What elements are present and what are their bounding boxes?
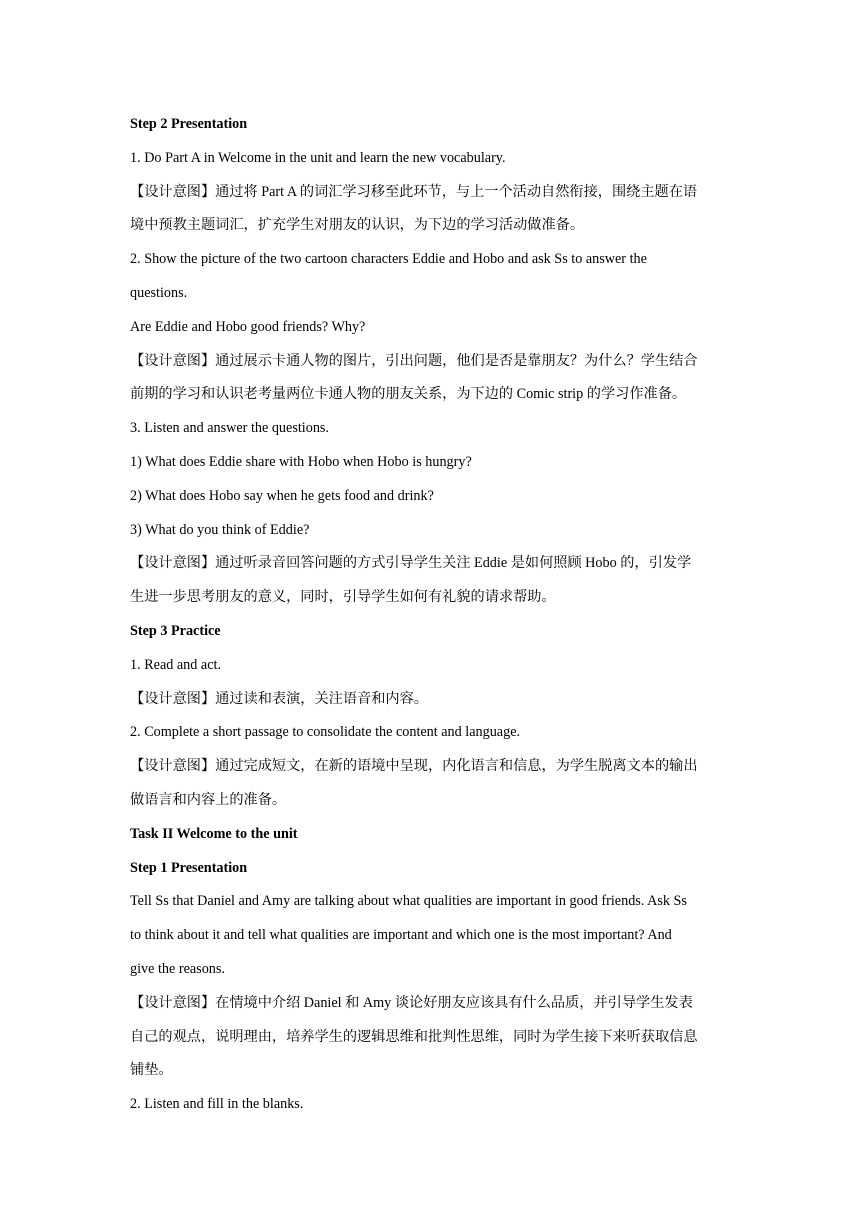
note-6-line-3: 铺垫。 [130, 1062, 173, 1079]
item-3: 3. Listen and answer the questions. [130, 420, 329, 437]
practice-2: 2. Complete a short passage to consolidate the content and language. [130, 724, 521, 741]
note-1-line-1: 【设计意图】通过将 Part A 的词汇学习移至此环节，与上一个活动自然衔接，围绕主题在语 [130, 183, 698, 200]
note-3-line-1: 【设计意图】通过听录音回答问题的方式引导学生关注 Eddie 是如何照顾 Hobo 的，引发学 [130, 555, 692, 572]
note-2-line-1: 【设计意图】通过展示卡通人物的图片，引出问题，他们是否是靠朋友？为什么？学生结合 [130, 352, 698, 369]
tell-line-2: to think about it and tell what qualities are important and which one is the most important? And [130, 927, 672, 944]
question-3: 3) What do you think of Eddie? [130, 521, 310, 538]
question-1: 1) What does Eddie share with Hobo when Hobo is hungry? [130, 453, 472, 470]
note-1-line-2: 境中预教主题词汇，扩充学生对朋友的认识，为下边的学习活动做准备。 [130, 217, 585, 234]
question-2: 2) What does Hobo say when he gets food and drink? [130, 487, 434, 504]
listen-2: 2. Listen and fill in the blanks. [130, 1096, 304, 1113]
step2-heading: Step 2 Presentation [130, 116, 248, 132]
note-2-line-2: 前期的学习和认识老考量两位卡通人物的朋友关系，为下边的 Comic strip 的学习作准备。 [130, 386, 687, 403]
step3-heading: Step 3 Practice [130, 622, 221, 639]
document-page [130, 108, 730, 1122]
tell-line-3: give the reasons. [130, 960, 225, 977]
item-2-line-1: 2. Show the picture of the two cartoon characters Eddie and Hobo and ask Ss to answer the [130, 251, 647, 268]
step1-heading: Step 1 Presentation [130, 859, 248, 876]
note-6-line-1: 【设计意图】在情境中介绍 Daniel 和 Amy 谈论好朋友应该具有什么品质，并引导学生发表 [130, 994, 693, 1011]
practice-1: 1. Read and act. [130, 656, 221, 673]
task2-heading: Task II Welcome to the unit [130, 825, 298, 842]
item-1: 1. Do Part A in Welcome in the unit and learn the new vocabulary. [130, 149, 506, 166]
item-2-line-2: questions. [130, 284, 188, 301]
tell-line-1: Tell Ss that Daniel and Amy are talking about what qualities are important in good friends. Ask Ss [130, 893, 687, 910]
note-5-line-2: 做语言和内容上的准备。 [130, 791, 287, 808]
question-friends: Are Eddie and Hobo good friends? Why? [130, 318, 366, 335]
note-5-line-1: 【设计意图】通过完成短文，在新的语境中呈现，内化语言和信息，为学生脱离文本的输出 [130, 758, 698, 775]
note-3-line-2: 生进一步思考朋友的意义，同时，引导学生如何有礼貌的请求帮助。 [130, 589, 556, 606]
note-6-line-2: 自己的观点，说明理由，培养学生的逻辑思维和批判性思维，同时为学生接下来听获取信息 [130, 1028, 698, 1045]
note-4: 【设计意图】通过读和表演，关注语音和内容。 [130, 690, 428, 707]
